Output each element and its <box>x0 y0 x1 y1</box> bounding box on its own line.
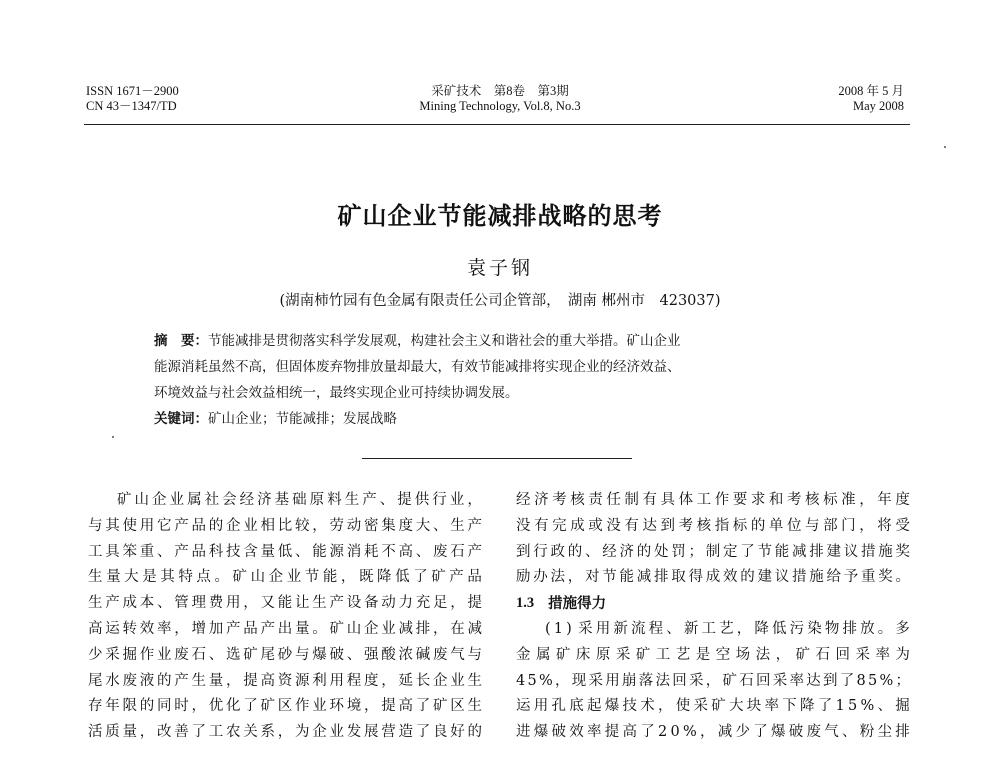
body-text-line: 进 爆 破 效 率 提 高 了 2 0 % ， 减 少 了 爆 破 废 气 、 粉 尘 排 <box>516 724 910 741</box>
body-column-left <box>88 488 482 746</box>
journal-name-en: Mining Technology, Vol.8, No.3 <box>419 99 581 113</box>
abstract-line <box>154 380 854 406</box>
issue-date-en: May 2008 <box>852 99 904 113</box>
body-text-line: 活 质 量 ， 改 善 了 工 农 关 系 ， 为 企 业 发 展 营 造 了 良 好 的 <box>88 724 482 741</box>
abstract-text: 能源消耗虽然不高，但固体废弃物排放量却最大，有效节能减排将实现企业的经济效益、 <box>154 359 681 375</box>
author-name: 袁子钢 <box>466 257 533 279</box>
author-affiliation: (湖南柿竹园有色金属有限责任公司企管部， 湖南 郴州市 423037) <box>279 293 721 309</box>
body-column-right <box>516 488 910 746</box>
body-text-line: 运 用 孔 底 起 爆 技 术 ， 使 采 矿 大 块 率 下 降 了 1 5 % 、 掘 <box>516 698 910 715</box>
scan-speck <box>944 146 946 148</box>
abstract <box>154 328 854 432</box>
issue-date-block <box>838 84 904 114</box>
body-text-line: 4 5 % ， 现 采 用 崩 落 法 回 采 ， 矿 石 回 采 率 达 到 了 8 5 % ； <box>516 672 910 689</box>
journal-issn-block <box>86 84 179 114</box>
abstract-line <box>154 328 854 354</box>
header-rule <box>84 124 910 125</box>
body-text-line: 经 济 考 核 责 任 制 有 具 体 工 作 要 求 和 考 核 标 准 ， 年 度 <box>516 492 910 508</box>
body-text-line: 励 办 法 ， 对 节 能 减 排 取 得 成 效 的 建 议 措 施 给 予 重 奖 。 <box>516 569 910 586</box>
body-text-line: 与 其 使 用 它 产 品 的 企 业 相 比 较 ， 劳 动 密 集 度 大 、 生 产 <box>88 517 482 534</box>
body-text-line: 矿 山 企 业 属 社 会 经 济 基 础 原 料 生 产 、 提 供 行 业 ， <box>117 492 482 508</box>
keywords-line <box>154 406 854 432</box>
section-title: 措施得力 <box>548 595 607 613</box>
body-text-line: 生 量 大 是 其 特 点 。 矿 山 企 业 节 能 ， 既 降 低 了 矿 产 品 <box>88 569 482 586</box>
paper-title: 矿山企业节能减排战略的思考 <box>337 201 663 230</box>
cn-number: CN 43－1347/TD <box>86 99 177 113</box>
abstract-text: 环境效益与社会效益相统一，最终实现企业可持续协调发展。 <box>154 385 519 401</box>
body-text-line: ( 1 ) 采 用 新 流 程 、 新 工 艺 ， 降 低 污 染 物 排 放 。 多 <box>545 620 910 637</box>
body-text-line: 尾 水 废 液 的 产 生 量 ， 提 高 资 源 利 用 程 度 ， 延 长 企 业 生 <box>88 672 482 689</box>
section-number: 1.3 <box>516 595 535 612</box>
body-text-line: 高 运 转 效 率 ， 增 加 产 品 产 出 量 。 矿 山 企 业 减 排 ， 在 减 <box>88 620 482 637</box>
keywords-label: 关键词： <box>154 411 208 427</box>
abstract-label: 摘 要： <box>154 333 208 349</box>
journal-name-cn: 采矿技术 第8卷 第3期 <box>431 84 569 98</box>
body-text-line: 少 采 掘 作 业 废 石 、 选 矿 尾 砂 与 爆 破 、 强 酸 浓 碱 废 气 与 <box>88 646 482 663</box>
issue-date-cn: 2008 年 5 月 <box>838 84 904 98</box>
scan-speck <box>112 436 114 438</box>
body-text-line: 没 有 完 成 或 没 有 达 到 考 核 指 标 的 单 位 与 部 门 ， 将 受 <box>516 517 910 534</box>
journal-name-block <box>300 84 700 114</box>
body-text-line: 存 年 限 的 同 时 ， 优 化 了 矿 区 作 业 环 境 ， 提 高 了 矿 区 生 <box>88 698 482 715</box>
body-text-line: 金 属 矿 床 原 采 矿 工 艺 是 空 场 法 ， 矿 石 回 采 率 为 <box>516 646 910 663</box>
section-divider <box>362 458 632 459</box>
body-text-line: 生 产 成 本 、 管 理 费 用 ， 又 能 让 生 产 设 备 动 力 充 足 ， 提 <box>88 595 482 612</box>
abstract-line <box>154 354 854 380</box>
body-text-line: 到 行 政 的 、 经 济 的 处 罚 ； 制 定 了 节 能 减 排 建 议 措 施 奖 <box>516 543 910 560</box>
issn: ISSN 1671－2900 <box>86 84 179 98</box>
abstract-text: 节能减排是贯彻落实科学发展观，构建社会主义和谐社会的重大举措。矿山企业 <box>208 333 681 349</box>
body-text-line: 工 具 笨 重 、 产 品 科 技 含 量 低 、 能 源 消 耗 不 高 、 废 石 产 <box>88 543 482 560</box>
keywords-text: 矿山企业；节能减排；发展战略 <box>208 411 397 427</box>
section-heading <box>516 591 910 617</box>
